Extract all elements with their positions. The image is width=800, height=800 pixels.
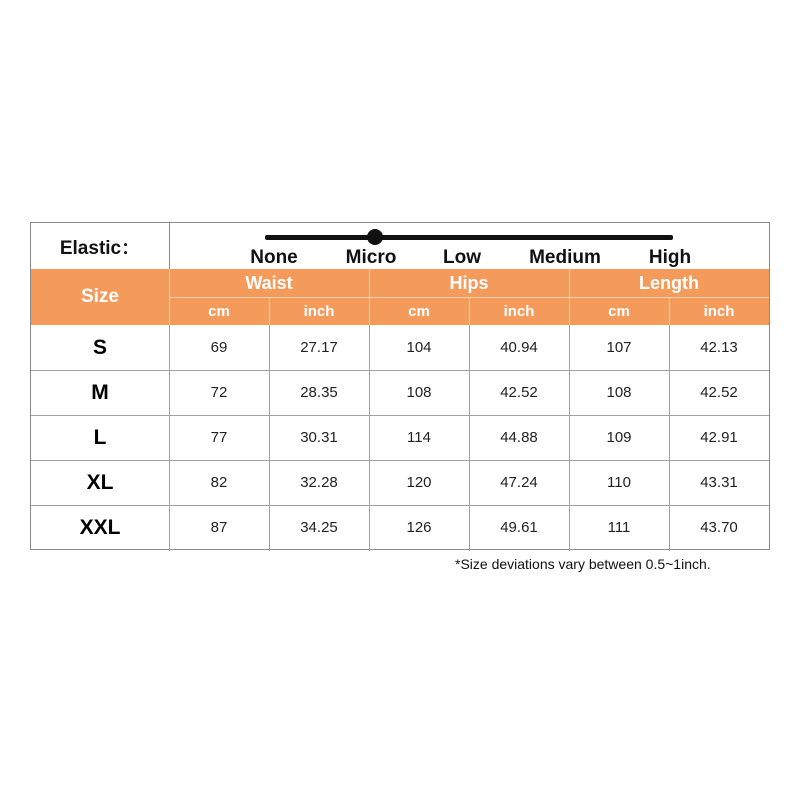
- length-inch-cell: 43.70: [700, 519, 738, 536]
- hips-inch-cell: 44.88: [500, 429, 538, 446]
- elastic-divider: [169, 223, 170, 269]
- elastic-marker-dot: [367, 229, 383, 245]
- length-cm-header: cm: [608, 302, 630, 320]
- hips-cm-header: cm: [408, 302, 430, 320]
- waist-inch-cell: 27.17: [300, 339, 338, 356]
- table-row: [31, 505, 769, 550]
- elastic-level-low: Low: [443, 247, 481, 268]
- elastic-scale-row: [31, 223, 769, 269]
- hips-cm-cell: 104: [406, 339, 432, 356]
- column-divider: [269, 325, 270, 551]
- waist-inch-cell: 32.28: [300, 474, 338, 491]
- hips-inch-cell: 40.94: [500, 339, 538, 356]
- length-cm-cell: 108: [606, 384, 632, 401]
- row-divider: [31, 415, 769, 416]
- waist-inch-cell: 34.25: [300, 519, 338, 536]
- hips-cm-cell: 114: [407, 429, 431, 446]
- waist-cm-cell: 72: [210, 384, 228, 401]
- waist-cm-cell: 77: [210, 429, 228, 446]
- size-cell: XXL: [79, 515, 121, 539]
- length-cm-cell: 109: [606, 429, 632, 446]
- column-divider: [169, 325, 170, 551]
- size-column-header: Size: [80, 286, 120, 307]
- waist-cm-header: cm: [208, 302, 230, 320]
- waist-inch-cell: 28.35: [300, 384, 338, 401]
- size-cell: XL: [86, 470, 114, 494]
- size-deviation-note: *Size deviations vary between 0.5~1inch.: [455, 556, 711, 572]
- hips-inch-cell: 49.61: [500, 519, 538, 536]
- elastic-level-micro: Micro: [345, 247, 397, 268]
- size-cell: M: [91, 380, 109, 404]
- length-inch-cell: 42.91: [700, 429, 738, 446]
- length-inch-cell: 43.31: [700, 474, 738, 491]
- waist-header: Waist: [245, 272, 293, 293]
- column-divider: [569, 325, 570, 551]
- waist-inch-header: inch: [303, 302, 335, 320]
- row-divider: [31, 505, 769, 506]
- hips-inch-cell: 42.52: [500, 384, 538, 401]
- table-row: [31, 325, 769, 370]
- hips-inch-header: inch: [503, 302, 535, 320]
- table-row: [31, 460, 769, 505]
- hips-inch-cell: 47.24: [500, 474, 538, 491]
- header-divider: [269, 297, 270, 325]
- table-row: [31, 415, 769, 460]
- elastic-scale-line: [265, 235, 673, 240]
- table-row: [31, 370, 769, 415]
- header-divider: [669, 297, 670, 325]
- waist-cm-cell: 82: [210, 474, 228, 491]
- length-inch-cell: 42.52: [700, 384, 738, 401]
- length-cm-cell: 107: [606, 339, 632, 356]
- column-divider: [469, 325, 470, 551]
- header-divider: [469, 297, 470, 325]
- length-header: Length: [639, 272, 699, 293]
- waist-cm-cell: 87: [210, 519, 228, 536]
- hips-cm-cell: 108: [406, 384, 432, 401]
- table-body: [31, 325, 769, 551]
- elastic-level-medium: Medium: [529, 247, 601, 268]
- waist-cm-cell: 69: [210, 339, 228, 356]
- column-divider: [369, 325, 370, 551]
- hips-header: Hips: [449, 272, 489, 293]
- size-cell: S: [92, 335, 107, 359]
- row-divider: [31, 370, 769, 371]
- length-cm-cell: 111: [607, 519, 631, 536]
- hips-cm-cell: 120: [406, 474, 432, 491]
- length-cm-cell: 110: [607, 474, 631, 491]
- hips-cm-cell: 126: [406, 519, 432, 536]
- elastic-level-none: None: [250, 247, 298, 268]
- elastic-label: Elastic：: [59, 237, 141, 259]
- length-inch-header: inch: [703, 302, 735, 320]
- length-inch-cell: 42.13: [700, 339, 738, 356]
- row-divider: [31, 460, 769, 461]
- column-divider: [669, 325, 670, 551]
- table-header: [31, 269, 769, 325]
- size-cell: L: [93, 425, 107, 449]
- header-divider: [169, 297, 769, 298]
- elastic-level-high: High: [648, 247, 692, 268]
- waist-inch-cell: 30.31: [300, 429, 338, 446]
- size-chart: [30, 222, 770, 550]
